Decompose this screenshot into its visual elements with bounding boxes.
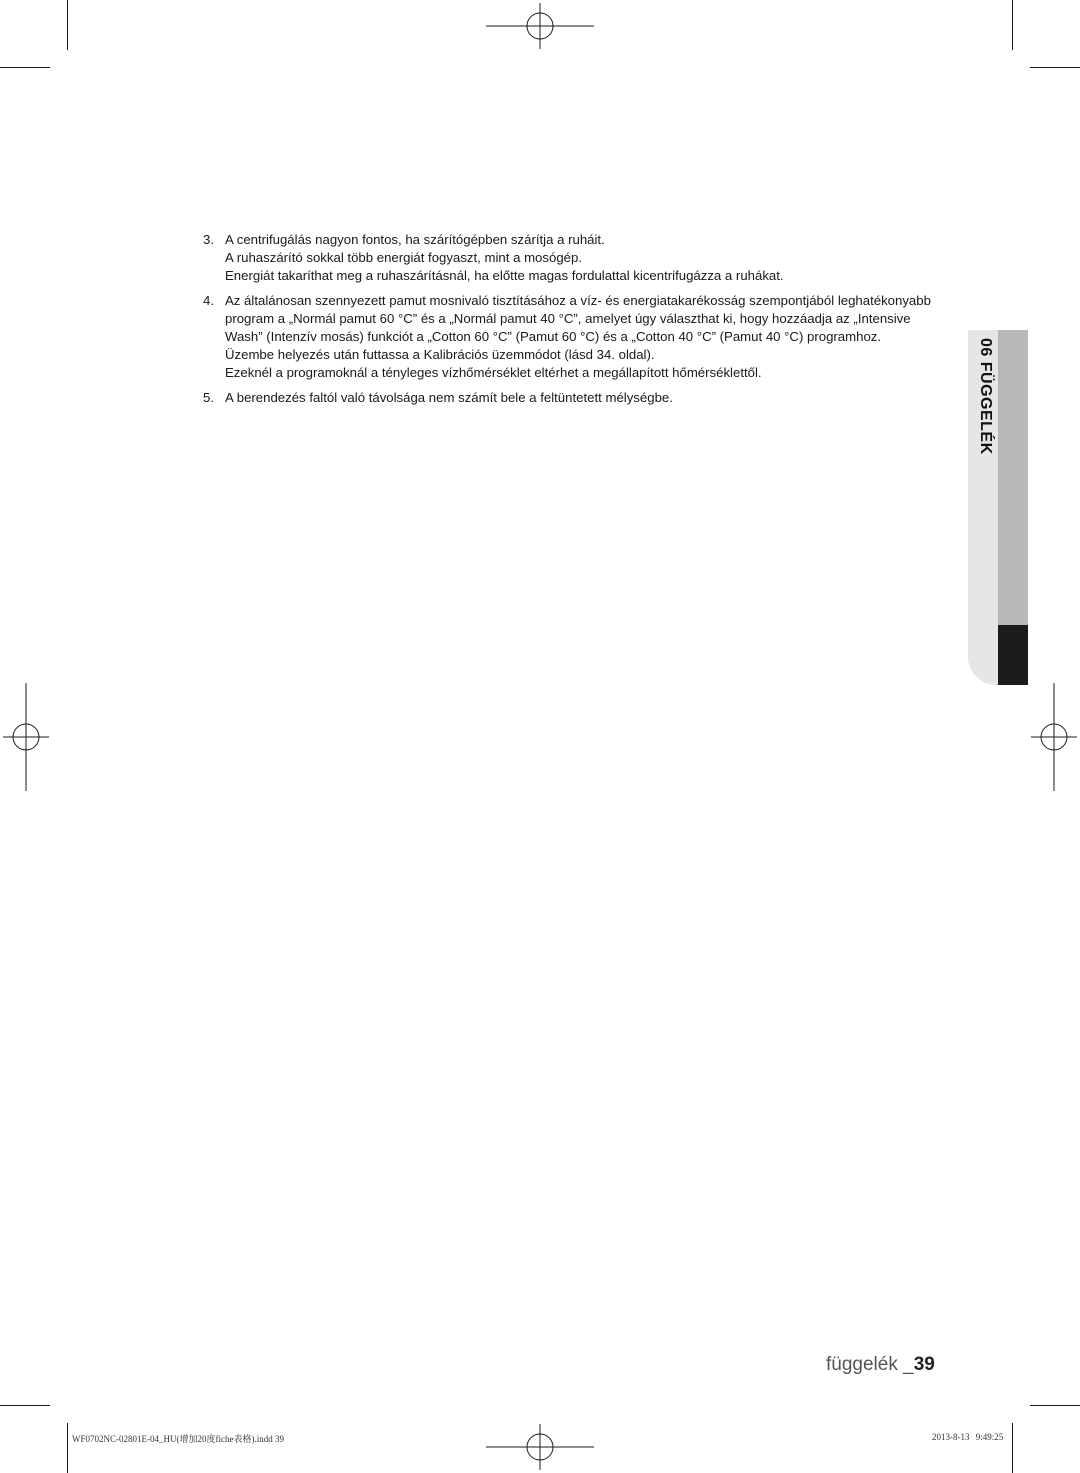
- item-line: Az általánosan szennyezett pamut mosnivaló tisztításához a víz- és energiatakarékosság szempontjából leghatékonyabb program a „Normál pamut 60 °C” és a „Normál pamut 40 °C”, amelyet úgy választhat ki, hogy hozzáadja az „Intensive Wash” (Intenzív mosás) funkciót a „Cotton 60 °C” (Pamut 60 °C) és a „Cotton 40 °C” (Pamut 40 °C) programhoz.: [225, 293, 931, 344]
- crop-mark: [67, 1423, 68, 1473]
- item-number: 4.: [203, 293, 214, 308]
- list-item: [203, 389, 933, 407]
- crop-mark: [1012, 0, 1013, 50]
- page-footer: [826, 1354, 935, 1376]
- crop-mark: [0, 67, 50, 68]
- notes-list: [203, 231, 933, 414]
- tab-bar-marker: [998, 625, 1028, 685]
- item-body: [225, 389, 673, 407]
- registration-mark-left: [3, 683, 49, 791]
- crop-mark: [1030, 1405, 1080, 1406]
- item-number: 3.: [203, 232, 214, 247]
- section-name: függelék _: [826, 1354, 914, 1375]
- crop-mark: [0, 1405, 50, 1406]
- list-item: [203, 292, 933, 382]
- tab-bar: [998, 330, 1028, 625]
- page-number: 39: [913, 1354, 935, 1375]
- registration-mark-bottom: [486, 1424, 594, 1470]
- registration-mark-top: [486, 3, 594, 49]
- print-date-info: 2013-8-13 9:49:25: [932, 1432, 1004, 1442]
- print-file-info: WF0702NC-02801E-04_HU(增加20度fiche表格).indd 39: [72, 1434, 284, 1444]
- chapter-title: 06 FÜGGELÉK: [977, 338, 994, 455]
- item-body: [225, 231, 784, 285]
- registration-mark-right: [1031, 683, 1077, 791]
- crop-mark: [1030, 67, 1080, 68]
- crop-mark: [67, 0, 68, 50]
- crop-mark: [1012, 1423, 1013, 1473]
- item-body: [225, 292, 933, 382]
- item-line: Üzembe helyezés után futtassa a Kalibrációs üzemmódot (lásd 34. oldal).: [225, 347, 655, 362]
- list-item: [203, 231, 933, 285]
- item-line: Energiát takaríthat meg a ruhaszárításnál, ha előtte magas fordulattal kicentrifugázza a ruhákat.: [225, 268, 784, 283]
- item-line: A ruhaszárító sokkal több energiát fogyaszt, mint a mosógép.: [225, 250, 582, 265]
- item-line: Ezeknél a programoknál a tényleges vízhőmérséklet eltérhet a megállapított hőmérséklettől.: [225, 365, 762, 380]
- item-line: A centrifugálás nagyon fontos, ha szárítógépben szárítja a ruháit.: [225, 232, 605, 247]
- chapter-side-tab: [968, 330, 1028, 685]
- item-line: A berendezés faltól való távolsága nem számít bele a feltüntetett mélységbe.: [225, 390, 673, 405]
- item-number: 5.: [203, 390, 214, 405]
